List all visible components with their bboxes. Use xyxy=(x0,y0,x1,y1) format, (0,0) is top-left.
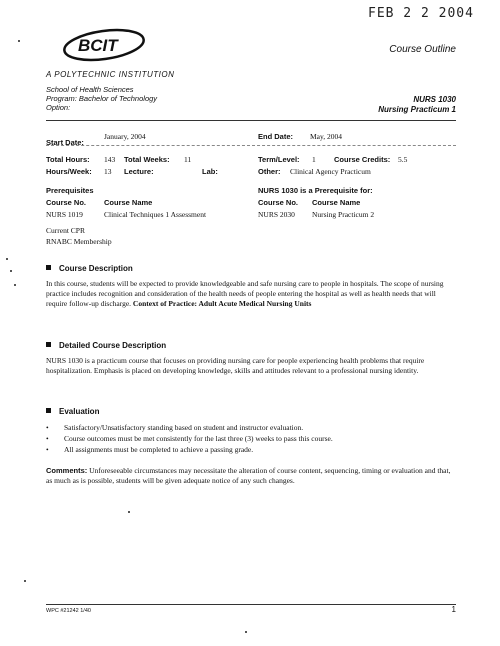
section-bullet-icon xyxy=(46,342,51,347)
scan-speck xyxy=(6,258,8,260)
prereq-col-name: Course Name xyxy=(104,198,153,207)
bullet-icon: • xyxy=(46,434,49,443)
comments-block xyxy=(46,466,456,486)
school-name: School of Health Sciences xyxy=(46,85,134,94)
bcit-logo xyxy=(60,24,150,66)
prereq-for-course-no: NURS 2030 xyxy=(258,210,295,219)
lecture-label: Lecture: xyxy=(124,167,154,176)
bullet-icon: • xyxy=(46,423,49,432)
end-date-value: May, 2004 xyxy=(310,132,343,141)
evaluation-item: • Course outcomes must be met consistently for the last three (3) weeks to pass this course. xyxy=(46,434,333,443)
term-level-label: Term/Level: xyxy=(258,155,300,164)
course-code: NURS 1030 xyxy=(413,95,456,104)
total-weeks-value: 11 xyxy=(184,155,192,164)
footer-rule xyxy=(46,604,456,605)
prereq-for-col-no: Course No. xyxy=(258,198,299,207)
prereq-col-no: Course No. xyxy=(46,198,87,207)
other-label: Other: xyxy=(258,167,281,176)
context-of-practice: Context of Practice: Adult Acute Medical Nursing Units xyxy=(132,299,312,308)
program-name: Program: Bachelor of Technology xyxy=(46,94,158,103)
evaluation-title: Evaluation xyxy=(59,407,100,416)
scan-speck xyxy=(24,580,26,582)
start-date-row xyxy=(46,132,84,150)
start-date-label: Start Date: xyxy=(46,138,84,147)
total-hours-label: Total Hours: xyxy=(46,155,90,164)
course-credits-value: 5.5 xyxy=(398,155,408,164)
hours-week-label: Hours/Week: xyxy=(46,167,92,176)
lab-label: Lab: xyxy=(202,167,218,176)
received-date-stamp: FEB 2 2 2004 xyxy=(368,6,474,21)
prereq-course-no: NURS 1019 xyxy=(46,210,83,219)
scan-speck xyxy=(14,284,16,286)
hours-week-value: 13 xyxy=(104,167,112,176)
program-block xyxy=(46,85,157,112)
prereq-for-col-name: Course Name xyxy=(312,198,361,207)
course-description-body: In this course, students will be expected to provide knowledgeable and safe nursing care to people in hospitals. The scope of nursing practice includes recognition and consideration of the health needs of people entering the hospital as well as health needs that will require follow-up discharge. xyxy=(46,279,444,308)
scan-speck xyxy=(18,40,20,42)
scan-speck xyxy=(128,511,130,513)
prerequisites-title: Prerequisites xyxy=(46,186,94,195)
detailed-description-title: Detailed Course Description xyxy=(59,341,167,350)
total-hours-value: 143 xyxy=(104,155,116,164)
term-level-value: 1 xyxy=(312,155,316,164)
course-outline-title: Course Outline xyxy=(389,44,456,55)
total-weeks-label: Total Weeks: xyxy=(124,155,170,164)
section-bullet-icon xyxy=(46,408,51,413)
page-number: 1 xyxy=(451,605,456,614)
document-code: WPC #21242 1/40 xyxy=(46,608,91,614)
course-description-title: Course Description xyxy=(59,264,133,273)
section-bullet-icon xyxy=(46,265,51,270)
course-description-text xyxy=(46,279,456,309)
course-description-heading xyxy=(46,264,133,273)
other-value: Clinical Agency Practicum xyxy=(290,167,371,176)
institution-tagline: A POLYTECHNIC INSTITUTION xyxy=(46,70,175,79)
prereq-extra-rnabc: RNABC Membership xyxy=(46,237,112,246)
course-name: Nursing Practicum 1 xyxy=(378,105,456,114)
prereq-for-course-name: Nursing Practicum 2 xyxy=(312,210,375,219)
evaluation-item: • Satisfactory/Unsatisfactory standing based on student and instructor evaluation. xyxy=(46,423,304,432)
prereq-course-name: Clinical Techniques 1 Assessment xyxy=(104,210,207,219)
logo-text: BCIT xyxy=(78,36,118,55)
comments-text: Unforeseeable circumstances may necessitate the alteration of course content, sequencing, timing or evaluation and that, as much as is possible, students will be given adequate notice of any such changes. xyxy=(46,466,451,485)
dates-rule xyxy=(46,145,456,146)
option-label: Option: xyxy=(46,103,71,112)
start-date-value: January, 2004 xyxy=(104,132,146,141)
evaluation-heading xyxy=(46,407,99,416)
header-rule xyxy=(46,120,456,121)
end-date-label: End Date: xyxy=(258,132,294,141)
detailed-description-heading xyxy=(46,341,166,350)
bullet-icon: • xyxy=(46,445,49,454)
scan-speck xyxy=(10,270,12,272)
prereq-extra-cpr: Current CPR xyxy=(46,226,85,235)
prerequisite-for-title: NURS 1030 is a Prerequisite for: xyxy=(258,186,373,195)
scan-speck xyxy=(245,631,247,633)
course-heading xyxy=(378,95,456,115)
comments-label: Comments: xyxy=(46,466,88,475)
detailed-description-text: NURS 1030 is a practicum course that focuses on providing nursing care for people experiencing health problems that require hospitalization. Emphasis is placed on developing knowledge, skills and attitudes relevant to a professional nursing identity. xyxy=(46,356,425,375)
evaluation-item: • All assignments must be completed to achieve a passing grade. xyxy=(46,445,254,454)
course-credits-label: Course Credits: xyxy=(334,155,391,164)
